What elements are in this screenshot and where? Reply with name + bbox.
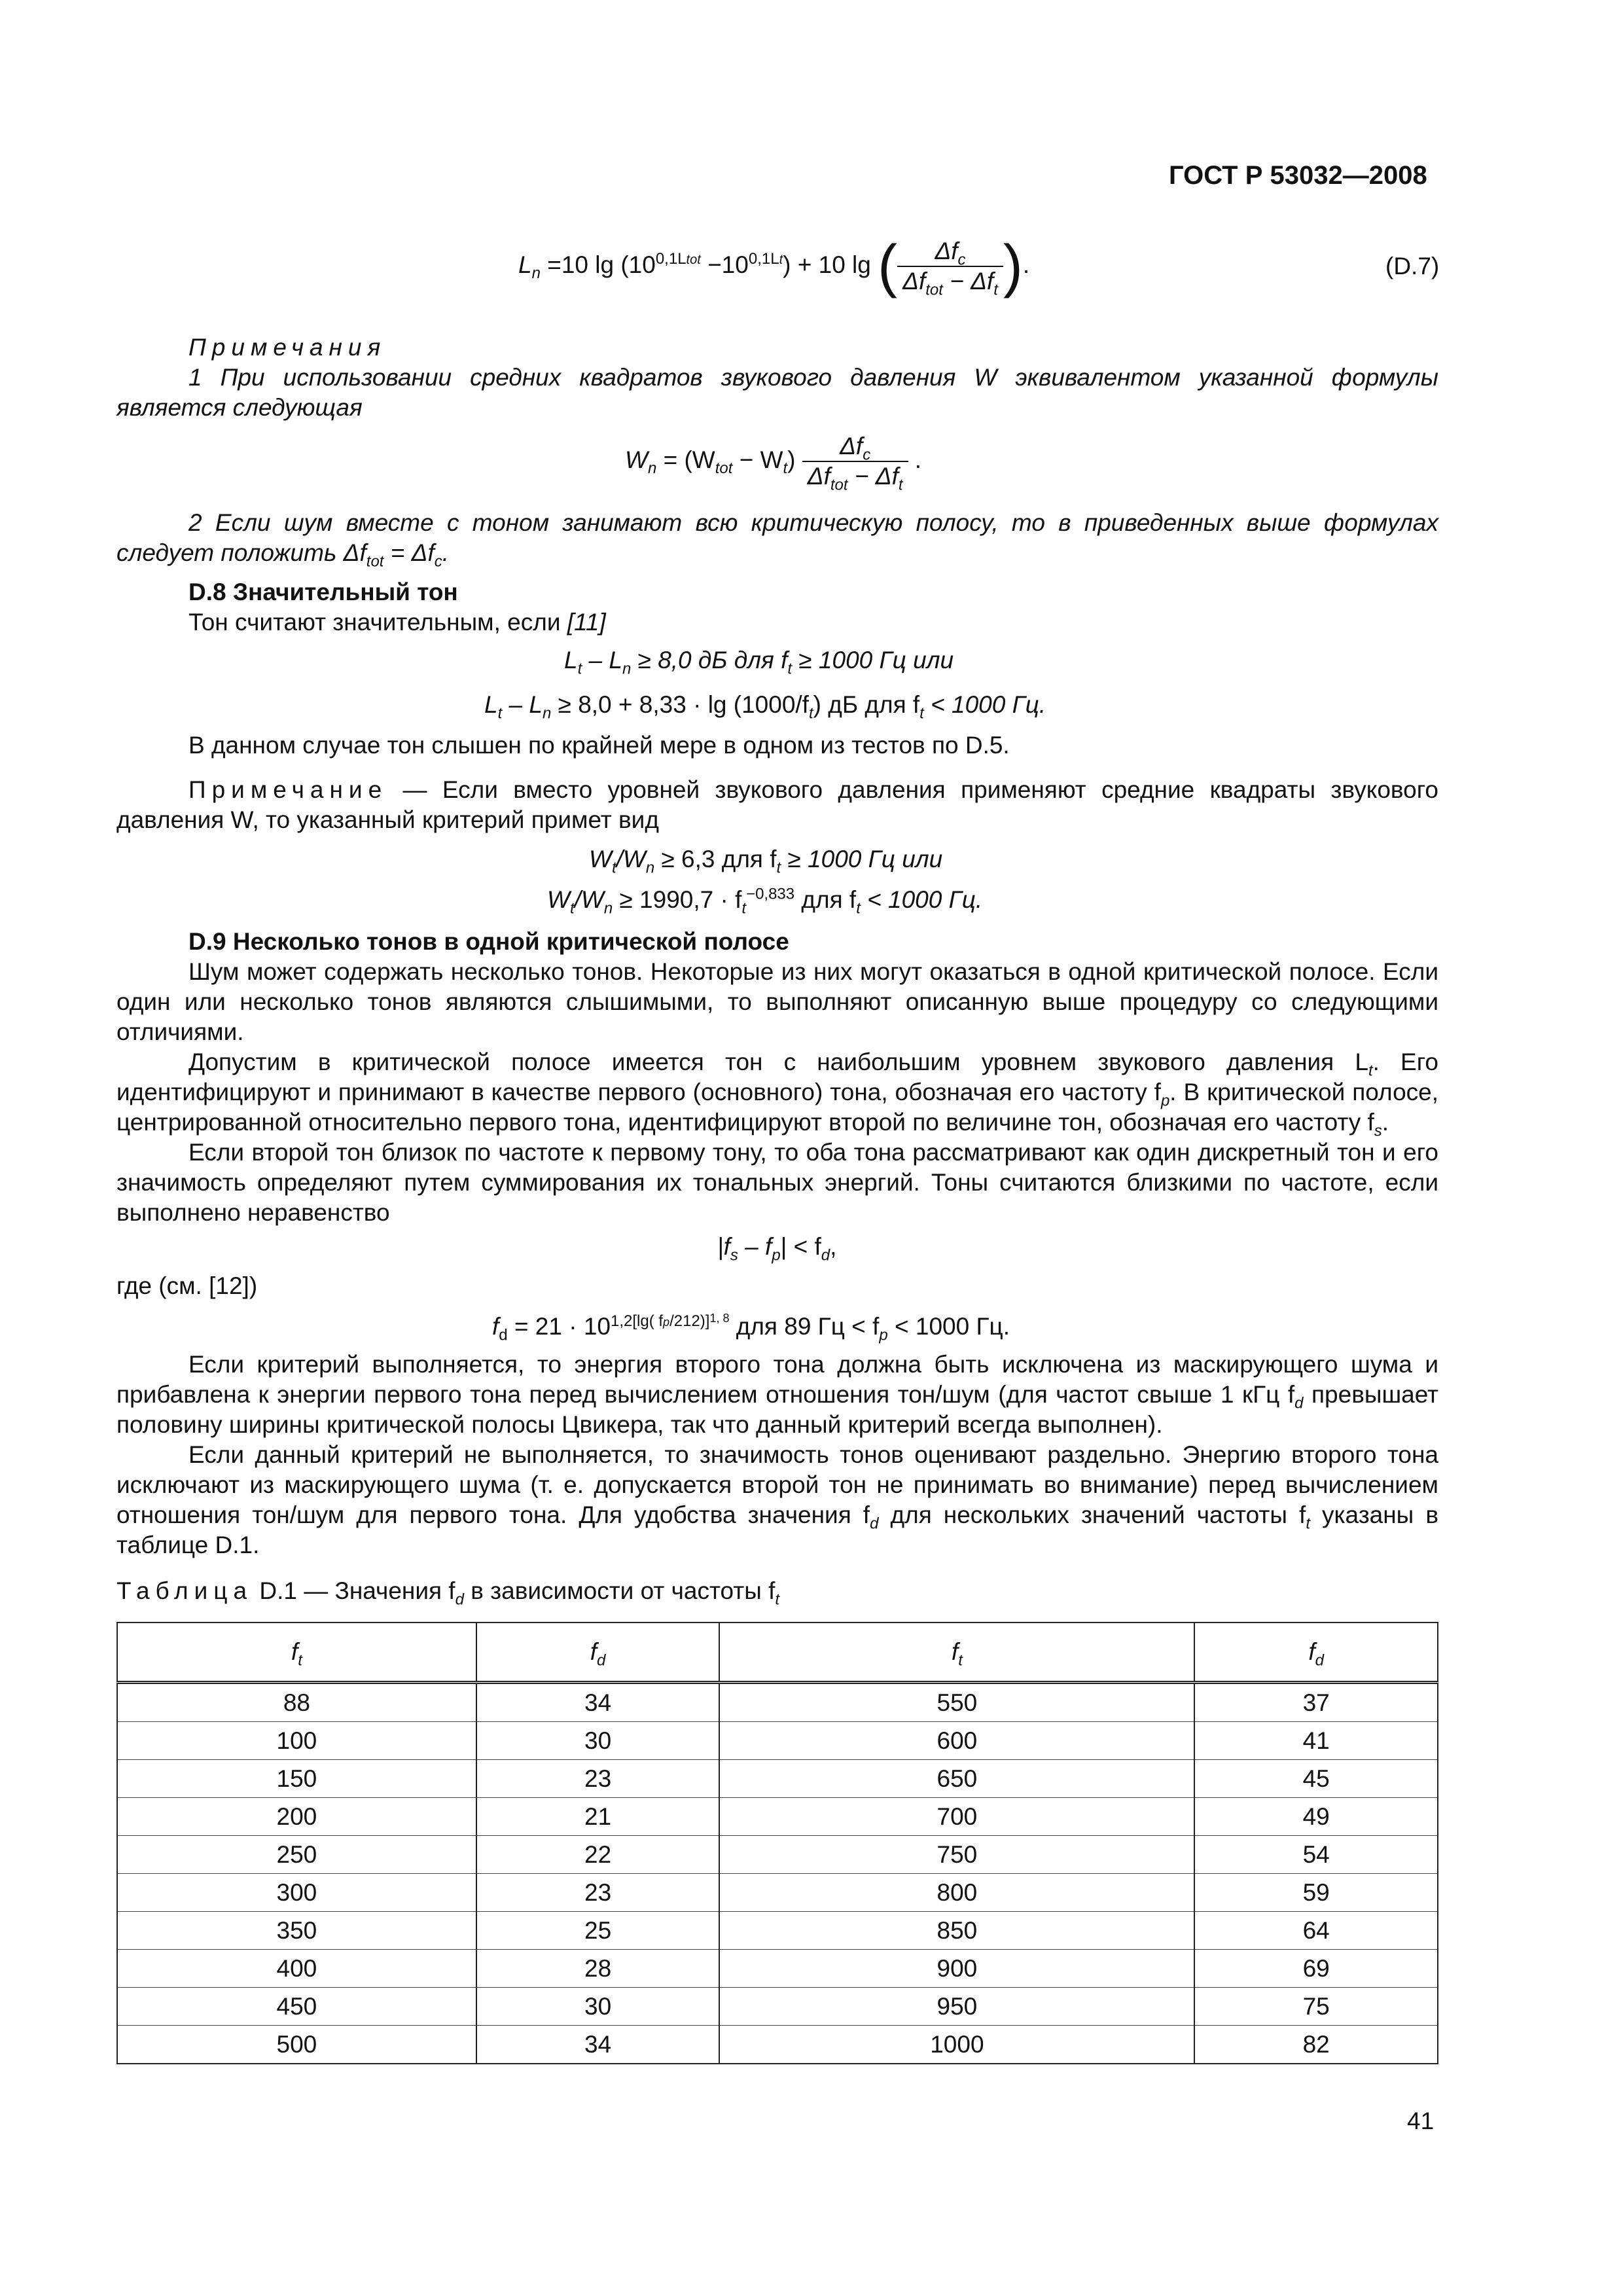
- section-d8-heading: D.8 Значительный тон: [188, 579, 458, 605]
- notes-title: Примечания: [188, 334, 387, 361]
- table-row: [117, 1950, 1438, 1988]
- table-row: [117, 1988, 1438, 2026]
- note-1: 1 При использовании средних квадратов звукового давления W эквивалентом указанной формулы является следующая: [116, 364, 1438, 421]
- equation-fd: $f_d = 21 \cdot 10^{1,2[lg( fp/212)]^{1, 8}}$ для 89 Гц < $f_p < 1000$ Гц.: [492, 1311, 1010, 1344]
- table-cell: 30: [476, 1722, 720, 1760]
- table-cell: 400: [117, 1950, 476, 1988]
- table-cell: 900: [719, 1950, 1194, 1988]
- table-cell: 22: [476, 1836, 720, 1874]
- page-number: 41: [1407, 2108, 1435, 2134]
- section-d9-p5: Если данный критерий не выполняется, то значимость тонов оценивают раздельно. Энергию второго тона исключают из маскирующего шума (т. е. допускается второй тон не принимать во внимание) перед вычислением отношения тон/шум для первого тона. Для удобства значения $f_d$ для нескольких значений частоты $f_t$ указаны в таблице D.1.: [116, 1441, 1438, 1558]
- table-cell: 64: [1194, 1912, 1438, 1950]
- table-cell: 700: [719, 1798, 1194, 1836]
- criterion-w1: $W_t/W_n \ge 6,3$ для $f_t \ge 1000$ Гц или: [589, 846, 943, 877]
- table-cell: 200: [117, 1798, 476, 1836]
- table-d1: [116, 1622, 1438, 2064]
- table-cell: 750: [719, 1836, 1194, 1874]
- header-fd-1: $f_d$: [476, 1623, 720, 1683]
- table-row: [117, 1912, 1438, 1950]
- table-row: [117, 1798, 1438, 1836]
- table-cell: 30: [476, 1988, 720, 2026]
- table-cell: 1000: [719, 2026, 1194, 2064]
- table-cell: 150: [117, 1760, 476, 1798]
- note-2: 2 Если шум вместе с тоном занимают всю критическую полосу, то в приведенных выше формулах следует положить $\Delta f_{tot} = \Delta f_c$.: [116, 509, 1438, 571]
- section-d9-p4: Если критерий выполняется, то энергия второго тона должна быть исключена из маскирующего шума и прибавлена к энергии первого тона перед вычислением отношения тон/шум (для частот свыше 1 кГц $f_d$ превышает половину ширины критической полосы Цвикера, так что данный критерий всегда выполнен).: [116, 1351, 1438, 1438]
- table-cell: 75: [1194, 1988, 1438, 2026]
- table-row: [117, 2026, 1438, 2064]
- document-header: ГОСТ Р 53032—2008: [1169, 161, 1427, 190]
- table-row: [117, 1836, 1438, 1874]
- section-d8-after: В данном случае тон слышен по крайней мере в одном из тестов по D.5.: [188, 732, 1010, 759]
- section-d8-intro: Тон считают значительным, если [11]: [188, 609, 606, 636]
- header-fd-2: $f_d$: [1194, 1623, 1438, 1683]
- header-ft-2: $f_t$: [719, 1623, 1194, 1683]
- section-d9-p3: Если второй тон близок по частоте к первому тону, то оба тона рассматривают как один дискретный тон и его значимость определяют путем суммирования их тональных энергий. Тоны считаются близкими по частоте, если выполнено неравенство: [116, 1139, 1438, 1226]
- criterion-2: $L_t - L_n \ge 8,0 + 8,33 \cdot \lg (1000/f_t)$ дБ для $f_t < 1000$ Гц.: [484, 691, 1046, 723]
- table-cell: 300: [117, 1874, 476, 1912]
- section-d8-note: Примечание — Если вместо уровней звукового давления применяют средние квадраты звукового давления W, то указанный критерий примет вид: [116, 776, 1438, 833]
- criterion-1: $L_t - L_n \ge 8,0$ дБ для $f_t \ge 1000$ Гц или: [564, 647, 954, 678]
- table-cell: 350: [117, 1912, 476, 1950]
- table-cell: 88: [117, 1683, 476, 1722]
- equation-d7-fraction: $\frac{\Delta f_c}{\Delta f_{tot} - \Delta f_t}$: [897, 237, 1003, 296]
- section-d9-p2: Допустим в критической полосе имеется тон с наибольшим уровнем звукового давления $L_t$. Его идентифицируют и принимают в качестве первого (основного) тона, обозначая его частоту $f_p$. В критической полосе, центрированной относительно первого тона, идентифицируют второй по величине тон, обозначая его частоту $f_s$.: [116, 1049, 1439, 1140]
- section-d9-p1: Шум может содержать несколько тонов. Некоторые из них могут оказаться в одной критической полосе. Если один или несколько тонов являются слышимыми, то выполняют описанную выше процедуру со следующими отличиями.: [116, 958, 1438, 1045]
- table-cell: 650: [719, 1760, 1194, 1798]
- table-cell: 500: [117, 2026, 476, 2064]
- table-cell: 23: [476, 1874, 720, 1912]
- table-cell: 41: [1194, 1722, 1438, 1760]
- table-cell: 23: [476, 1760, 720, 1798]
- equation-d7: $L_n =10$ $\lg (10^{0,1Ltot} -10^{0,1Lt}) + 10$ lg ( $\frac{\Delta f_c}{\Delta f_{tot} - \Delta f_t}$ ).: [518, 234, 1030, 299]
- table-cell: 950: [719, 1988, 1194, 2026]
- table-cell: 34: [476, 1683, 720, 1722]
- table-cell: 28: [476, 1950, 720, 1988]
- table-cell: 800: [719, 1874, 1194, 1912]
- table-cell: 25: [476, 1912, 720, 1950]
- table-cell: 82: [1194, 2026, 1438, 2064]
- table-cell: 69: [1194, 1950, 1438, 1988]
- table-cell: 49: [1194, 1798, 1438, 1836]
- table-row: [117, 1722, 1438, 1760]
- table-row: [117, 1683, 1438, 1722]
- table-cell: 59: [1194, 1874, 1438, 1912]
- table-cell: 550: [719, 1683, 1194, 1722]
- table-cell: 250: [117, 1836, 476, 1874]
- equation-number-d7: (D.7): [1385, 253, 1440, 279]
- header-ft-1: $f_t$: [117, 1623, 476, 1683]
- where-ref: где (см. [12]): [116, 1272, 258, 1299]
- table-cell: 45: [1194, 1760, 1438, 1798]
- table-caption: Таблица D.1 — Значения $f_d$ в зависимости от частоты $f_t$: [116, 1577, 780, 1609]
- equation-w-fraction: $\frac{\Delta f_c}{\Delta f_{tot} - \Delta f_t}$: [802, 432, 908, 491]
- table-cell: 54: [1194, 1836, 1438, 1874]
- table-cell: 600: [719, 1722, 1194, 1760]
- table-body: [117, 1683, 1438, 2064]
- section-d9-heading: D.9 Несколько тонов в одной критической полосе: [188, 928, 789, 955]
- table-header-row: [117, 1623, 1438, 1683]
- table-cell: 850: [719, 1912, 1194, 1950]
- inequality-fs-fp: $|f_s - f_p| < f_d$,: [717, 1233, 837, 1265]
- table-cell: 100: [117, 1722, 476, 1760]
- table-cell: 21: [476, 1798, 720, 1836]
- table-row: [117, 1874, 1438, 1912]
- table-row: [117, 1760, 1438, 1798]
- table-cell: 450: [117, 1988, 476, 2026]
- equation-w: $W_n = (W_{tot} - W_t)$ $\frac{\Delta f_c}{\Delta f_{tot} - \Delta f_t}$ .: [625, 433, 922, 494]
- table-cell: 37: [1194, 1683, 1438, 1722]
- table-cell: 34: [476, 2026, 720, 2064]
- criterion-w2: $W_t/W_n \ge 1990,7 \cdot f_t^{-0,833}$ для $f_t < 1000$ Гц.: [547, 885, 983, 918]
